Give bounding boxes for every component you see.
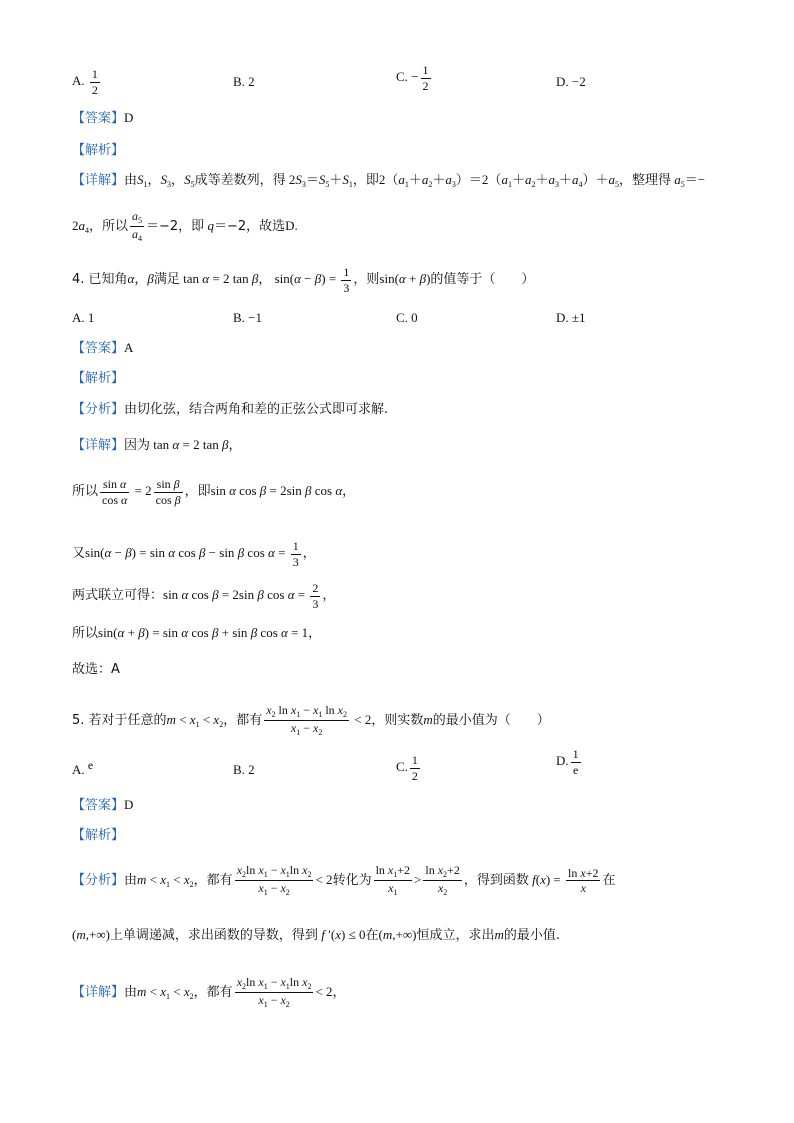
fraction: $\frac{1}{e}$ — [572, 747, 579, 777]
q5-option-c: C. $\frac{1}{2}$ — [396, 753, 418, 783]
q4-option-b: B. −1 — [233, 310, 263, 325]
q3-detail-line-2: $2a_4$，所以 $\frac{a_5}{a_4}$ ＝−2，即 q＝−2，故选D. — [72, 209, 298, 244]
fraction: $\frac{\text{sin α}}{\text{cos α}}$ — [102, 477, 128, 507]
fraction: $\frac{x_2\ln x_1 - x_1\ln x_2}{x_1 - x_2}$ — [236, 975, 312, 1010]
q5-fenxi-line-2: (m,+∞)上单调递减，求出函数的导数，得到 f ′(x) ≤ 0在(m,+∞)恒成立，求出m的最小值. — [72, 927, 560, 943]
fraction: $\frac{\ln x_2+2}{x_2}$ — [425, 863, 460, 898]
fraction: $\frac{x_2 \ln x_1 - x_1 \ln x_2}{x_1 - x_2}$ — [266, 703, 347, 738]
fraction: $\frac{2}{3}$ — [312, 581, 319, 611]
q4-so-2: 所以sin(α + β) = sin α cos β + sin β cos α = 1， — [72, 625, 322, 641]
q3-answer: 【答案】D — [72, 110, 134, 126]
fraction: $\frac{1}{3}$ — [292, 539, 299, 569]
fraction: $\frac{x_2\ln x_1 - x_1\ln x_2}{x_1 - x_2}$ — [236, 863, 312, 898]
fraction: $\frac{1}{3}$ — [343, 265, 350, 295]
fraction: $\frac{1}{2}$ — [91, 67, 98, 97]
q4-fenxi: 【分析】由切化弦，结合两角和差的正弦公式即可求解. — [72, 402, 389, 417]
q5-stem: 5. 若对于任意的$m < x_1 < x_2$，都有 $\frac{x_2 \ln x_1 - x_1 \ln x_2}{x_1 - x_2}$ < 2，则实数m的最小值为（ ） — [72, 703, 550, 738]
fraction: $\frac{\text{sin β}}{\text{cos β}}$ — [155, 477, 181, 507]
q3-detail-line-1: 【详解】由$S_1$，$S_3$，$S_5$成等差数列，得 $2S_3=S_5+S_1$，即$2(a_1+a_2+a_3)=2(a_1+a_2+a_3+a_4)+a_5$，整理得 $a_5=-$ — [72, 172, 706, 189]
q3-option-b: B. 2 — [233, 74, 255, 89]
q5-fenxi-line-1: 【分析】由$m < x_1 < x_2$，都有 $\frac{x_2\ln x_1 - x_1\ln x_2}{x_1 - x_2}$ < 2转化为 $\frac{\ln x_1+2}{x_1}$ > $\frac{\ln x_2+2}{x_2}$ ，得到函数 f(x) = $\frac{\text{ln x+2}}{x}$ 在 — [72, 863, 616, 898]
q5-detail: 【详解】由$m < x_1 < x_2$，都有 $\frac{x_2\ln x_1 - x_1\ln x_2}{x_1 - x_2}$ < 2， — [72, 975, 346, 1010]
q5-analysis-tag: 【解析】 — [72, 828, 125, 843]
q4-option-d: D. ±1 — [556, 310, 586, 325]
q3-option-c: C. − $\frac{1}{2}$ — [396, 63, 429, 93]
q4-choose: 故选：A — [72, 662, 120, 677]
fraction: $\frac{\text{ln x+2}}{x}$ — [568, 865, 599, 896]
q4-stem: 4. 已知角α，β满足 tan α = 2 tan β， sin(α − β) = $\frac{1}{3}$ ，则sin(α + β)的值等于（ ） — [72, 265, 535, 295]
q5-option-a: A. e — [72, 758, 94, 777]
q3-analysis-tag: 【解析】 — [72, 143, 125, 158]
q4-detail: 【详解】因为 tan α = 2 tan β， — [72, 437, 242, 453]
fraction: $\frac{a_5}{a_4}$ — [132, 209, 143, 244]
q4-analysis-tag: 【解析】 — [72, 371, 125, 386]
fraction: $\frac{1}{2}$ — [422, 63, 429, 93]
q4-answer: 【答案】A — [72, 340, 134, 356]
q5-answer: 【答案】D — [72, 797, 134, 813]
q4-option-c: C. 0 — [396, 310, 418, 325]
fraction: $\frac{\ln x_1+2}{x_1}$ — [375, 863, 411, 898]
q4-combine: 两式联立可得：sin α cos β = 2sin β cos α = $\frac{2}{3}$ ， — [72, 581, 336, 611]
q5-option-b: B. 2 — [233, 762, 255, 777]
q3-option-a: A. $\frac{1}{2}$ — [72, 67, 98, 97]
q4-so-1: 所以 $\frac{\text{sin α}}{\text{cos α}}$ = 2 $\frac{\text{sin β}}{\text{cos β}}$ ，即sin α cos β = 2sin β cos α， — [72, 477, 356, 507]
q3-option-d: D. −2 — [556, 74, 586, 89]
q5-option-d: D. $\frac{1}{e}$ — [556, 747, 579, 777]
fraction: $\frac{1}{2}$ — [411, 753, 418, 783]
q4-option-a: A. 1 — [72, 310, 95, 325]
q4-you: 又sin(α − β) = sin α cos β − sin β cos α = $\frac{1}{3}$ ， — [72, 539, 316, 569]
